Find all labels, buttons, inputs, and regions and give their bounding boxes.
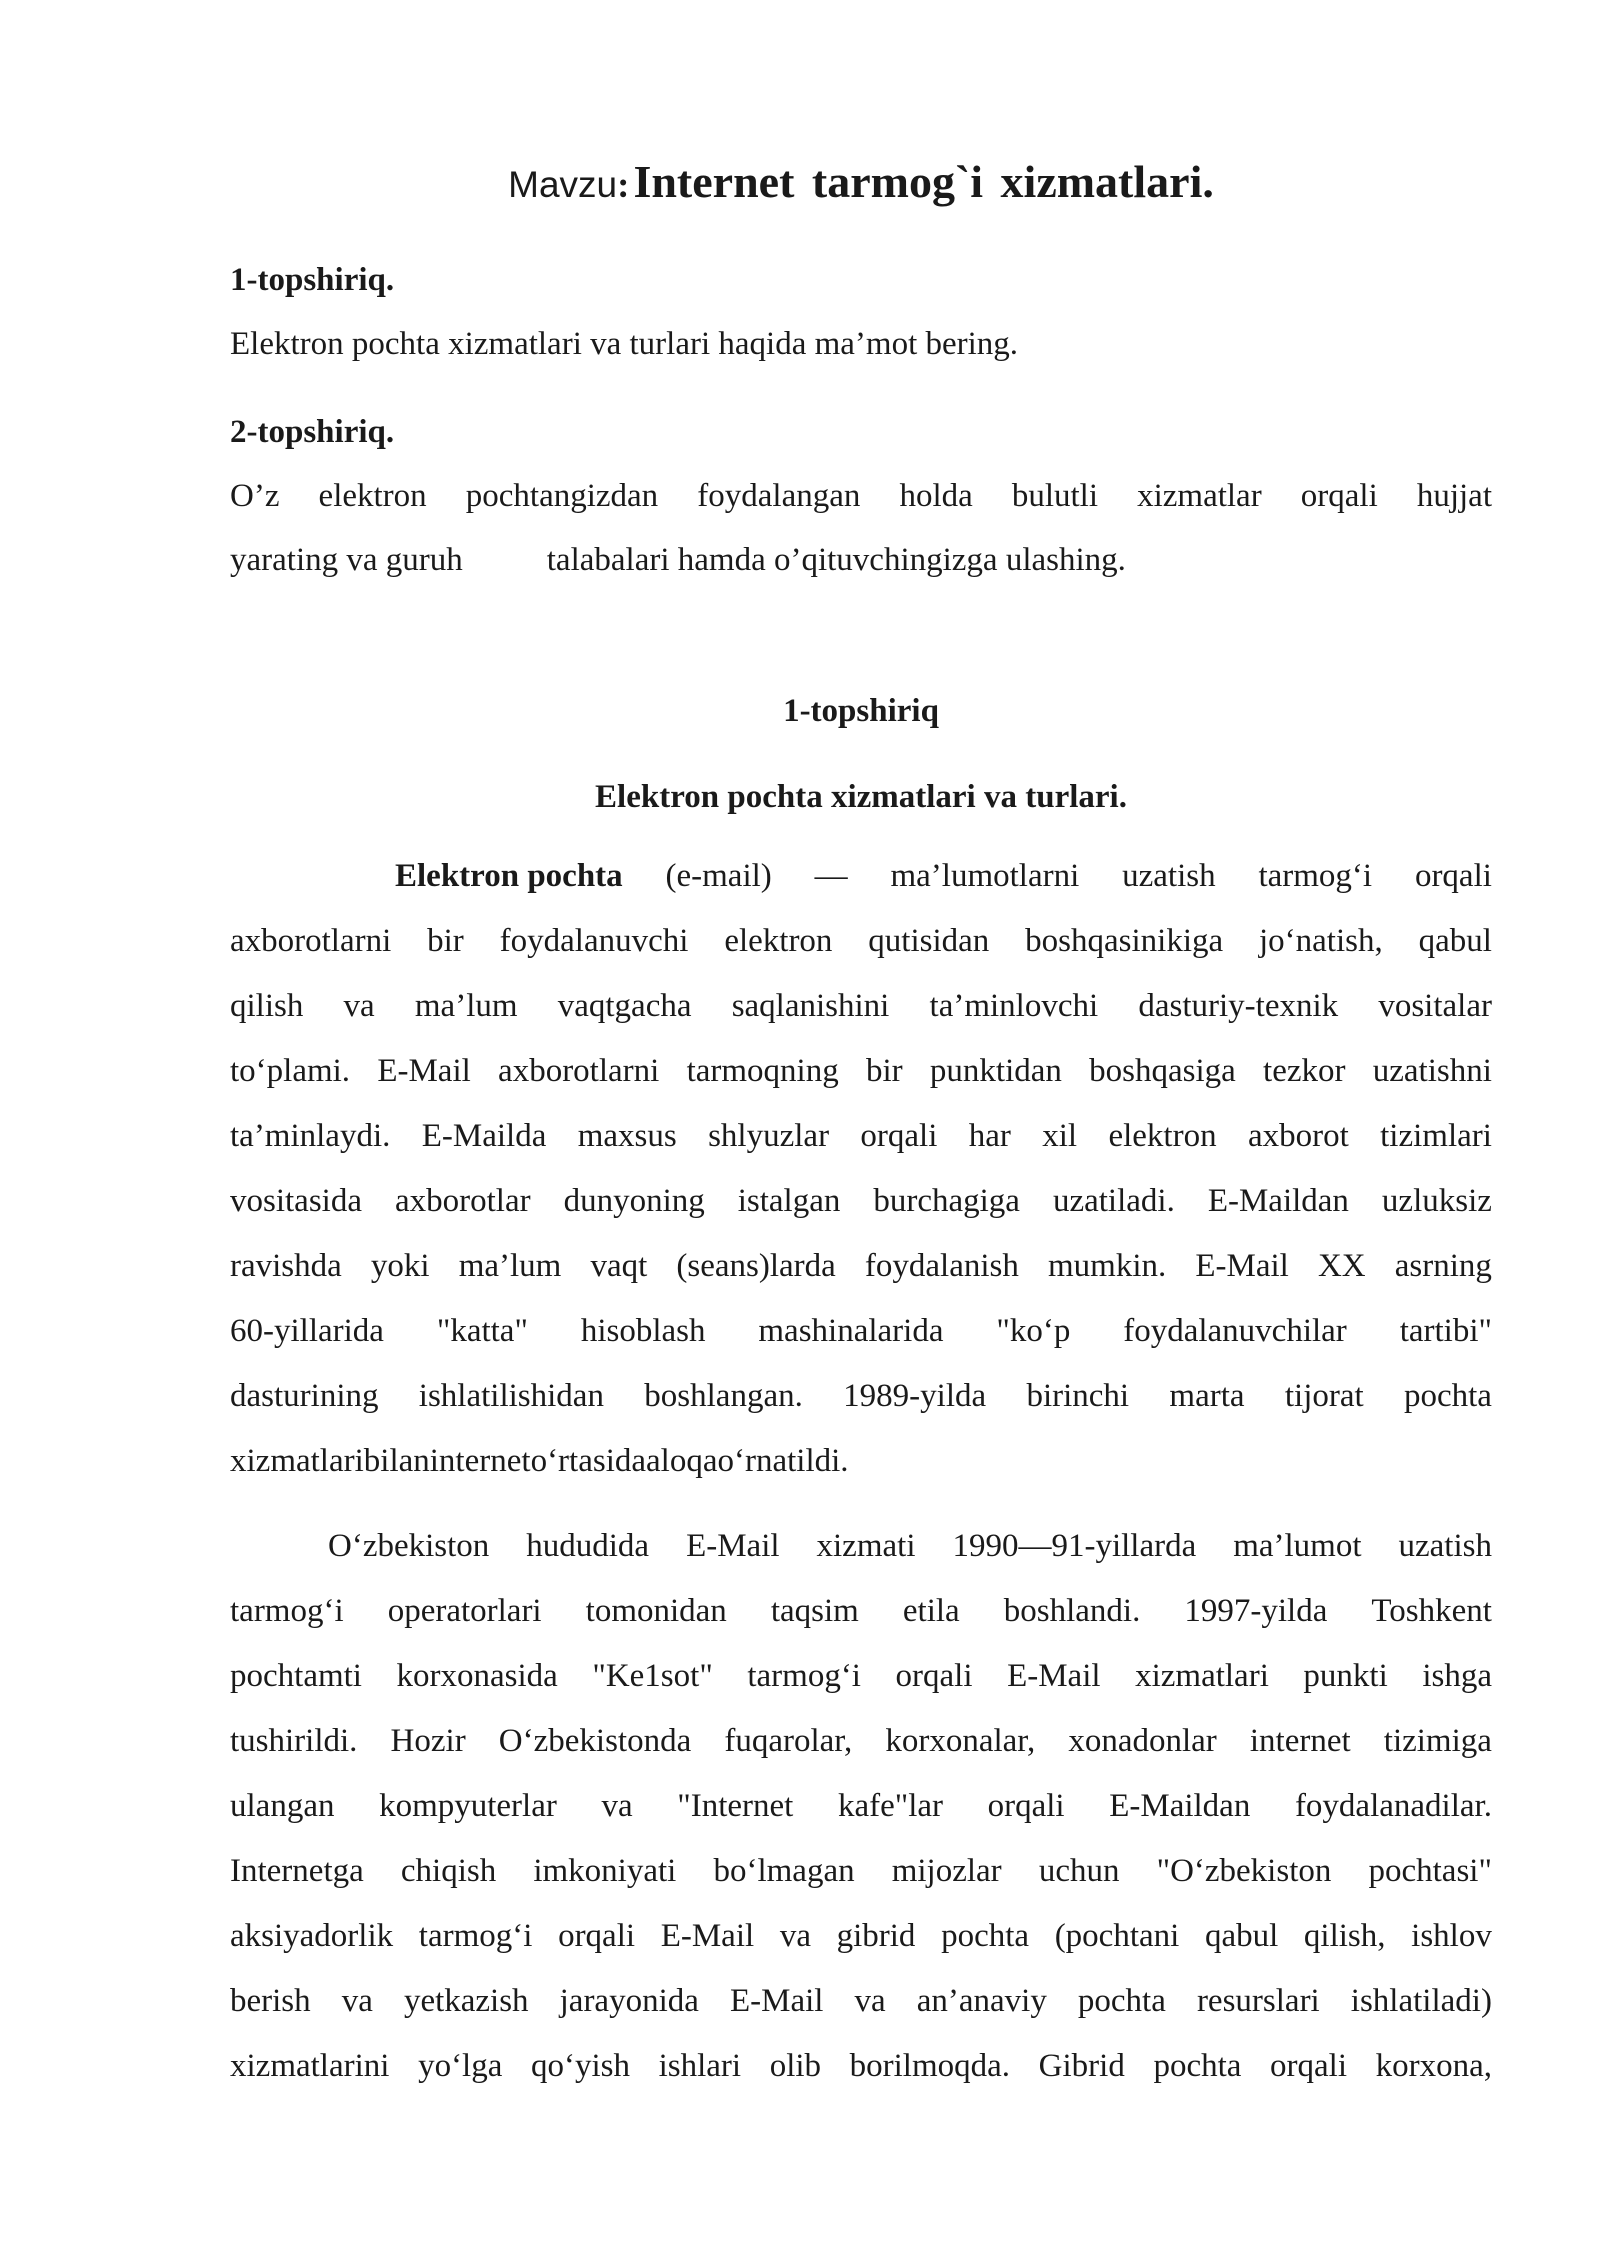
paragraph-1-line: ravishda yoki ma’lum vaqt (seans)larda foydalanish mumkin. E-Mail XX asrning <box>230 1248 1492 1284</box>
title-prefix: Mavzu <box>508 164 618 205</box>
paragraph-2-line: aksiyadorlik tarmog‘i orqali E-Mail va gibrid pochta (pochtani qabul qilish, ishlov <box>230 1918 1492 1954</box>
paragraph-1-line: qilish va ma’lum vaqtgacha saqlanishini ta’minlovchi dasturiy-texnik vositalar <box>230 988 1492 1024</box>
paragraph-1-line: 60-yillarida "katta" hisoblash mashinalarida "ko‘p foydalanuvchilar tartibi" <box>230 1313 1492 1349</box>
task2-line2-part-b: talabalari hamda o’qituvchingizga ulashing. <box>546 542 1126 578</box>
section-heading: 1-topshiriq <box>783 693 939 729</box>
task1-label: 1-topshiriq. <box>230 262 395 298</box>
page-title <box>230 155 1492 208</box>
task2-label: 2-topshiriq. <box>230 414 395 450</box>
paragraph-2-line: tushirildi. Hozir O‘zbekistonda fuqarolar, korxonalar, xonadonlar internet tizimiga <box>230 1723 1492 1759</box>
paragraph-2-line: berish va yetkazish jarayonida E-Mail va an’anaviy pochta resurslari ishlatiladi) <box>230 1983 1492 2019</box>
paragraph-lead-term: Elektron pochta <box>395 858 623 894</box>
paragraph-2-line: xizmatlarini yo‘lga qo‘yish ishlari olib borilmoqda. Gibrid pochta orqali korxona, <box>230 2048 1492 2084</box>
task2-line1: O’z elektron pochtangizdan foydalangan holda bulutli xizmatlar orqali hujjat <box>230 478 1492 514</box>
title-main: Internet tarmog`i xizmatlari. <box>633 156 1214 207</box>
paragraph-1-line: Elektron pochta (e-mail) — ma’lumotlarni uzatish tarmog‘i orqali <box>395 858 1492 894</box>
paragraph-1-line: vositasida axborotlar dunyoning istalgan burchagiga uzatiladi. E-Maildan uzluksiz <box>230 1183 1492 1219</box>
task2-line2 <box>230 542 1126 579</box>
paragraph-1-line: dasturining ishlatilishidan boshlangan. 1989-yilda birinchi marta tijorat pochta <box>230 1378 1492 1414</box>
paragraph-2-line: ulangan kompyuterlar va "Internet kafe"lar orqali E-Maildan foydalanadilar. <box>230 1788 1492 1824</box>
paragraph-1-line: axborotlarni bir foydalanuvchi elektron qutisidan boshqasinikiga jo‘natish, qabul <box>230 923 1492 959</box>
paragraph-1-line: to‘plami. E-Mail axborotlarni tarmoqning bir punktidan boshqasiga tezkor uzatishni <box>230 1053 1492 1089</box>
paragraph-2-line: O‘zbekiston hududida E-Mail xizmati 1990—91-yillarda ma’lumot uzatish <box>328 1528 1492 1564</box>
paragraph-2-line: pochtamti korxonasida "Ke1sot" tarmog‘i orqali E-Mail xizmatlari punkti ishga <box>230 1658 1492 1694</box>
paragraph-2-line: Internetga chiqish imkoniyati bo‘lmagan mijozlar uchun "O‘zbekiston pochtasi" <box>230 1853 1492 1889</box>
paragraph-1-line: ta’minlaydi. E-Mailda maxsus shlyuzlar orqali har xil elektron axborot tizimlari <box>230 1118 1492 1154</box>
task1-text: Elektron pochta xizmatlari va turlari haqida ma’mot bering. <box>230 326 1019 362</box>
section-subheading: Elektron pochta xizmatlari va turlari. <box>595 779 1127 815</box>
paragraph-2-line: tarmog‘i operatorlari tomonidan taqsim etila boshlandi. 1997-yilda Toshkent <box>230 1593 1492 1629</box>
title-colon: : <box>617 165 630 206</box>
task2-line2-part-a: yarating va guruh <box>230 542 463 578</box>
paragraph-1-line: xizmatlari bilan internet o‘rtasida aloqa o‘rnatildi. <box>230 1443 849 1479</box>
